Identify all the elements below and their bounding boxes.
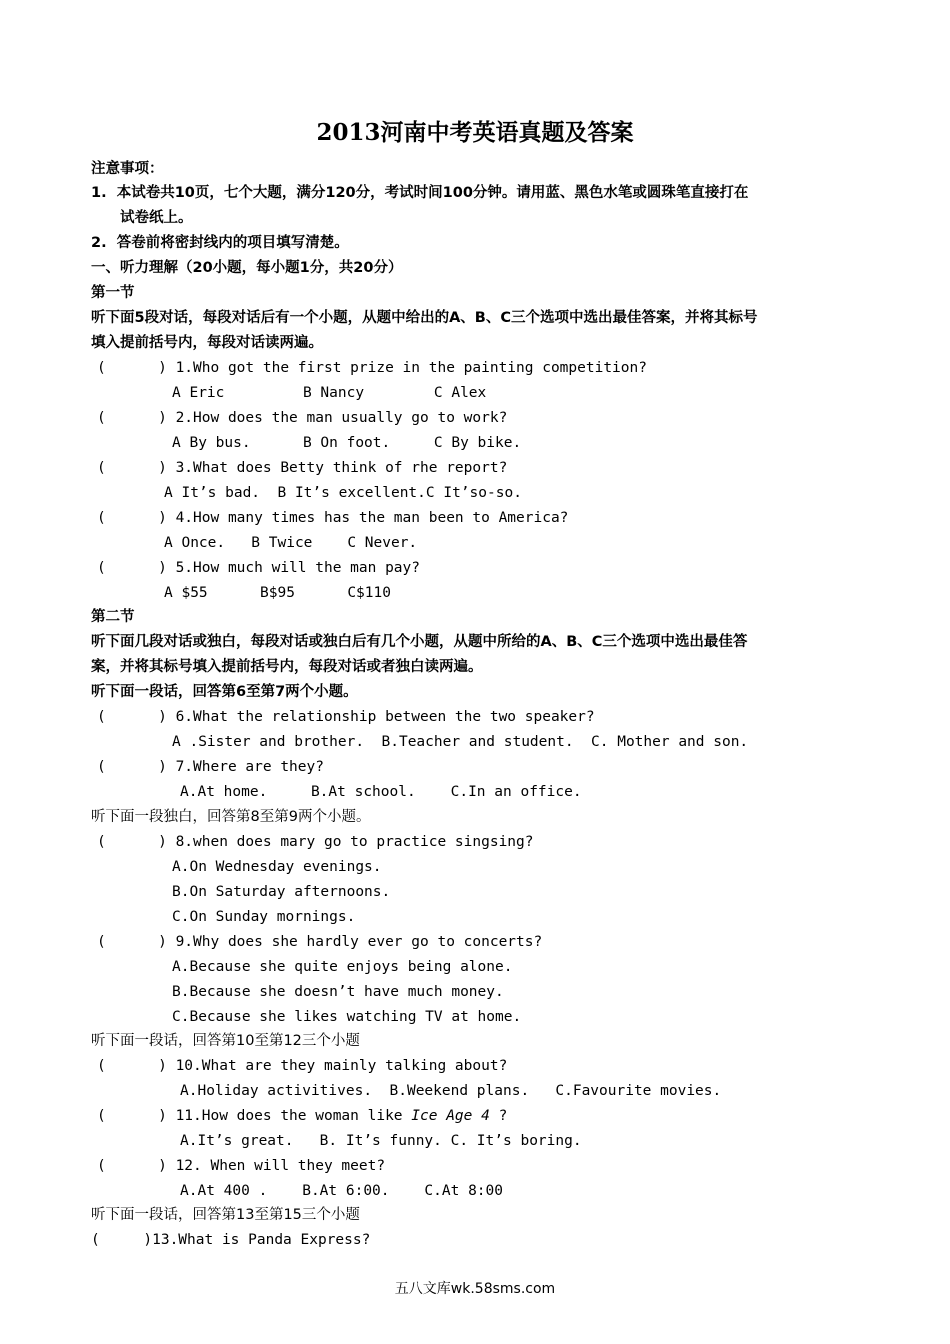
question-11-end: ? bbox=[489, 1108, 508, 1124]
question-11-options: A.It’s great. B. It’s funny. C. It’s boring. bbox=[180, 1133, 582, 1149]
group-6-7-instruction: 听下面一段话，回答第6至第7两个小题。 bbox=[91, 684, 358, 700]
question-11-movie-title: Ice Age 4 bbox=[411, 1108, 490, 1124]
question-1: ( ) 1.Who got the first prize in the painting competition? bbox=[97, 360, 647, 376]
question-5-options: A $55 B$95 C$110 bbox=[164, 585, 391, 601]
question-2: ( ) 2.How does the man usually go to work? bbox=[97, 410, 508, 426]
question-8-option-a: A.On Wednesday evenings. bbox=[172, 859, 382, 875]
question-2-options: A By bus. B On foot. C By bike. bbox=[172, 435, 522, 451]
notice-item-1: 1. 本试卷共10页，七个大题，满分120分，考试时间100分钟。请用蓝、黑色水笔或圆珠笔直接打在 bbox=[91, 185, 749, 201]
question-9: ( ) 9.Why does she hardly ever go to concerts? bbox=[97, 934, 543, 950]
part1-heading: 一、听力理解（20小题，每小题1分，共20分） bbox=[91, 260, 403, 276]
question-6-options: A .Sister and brother. B.Teacher and student. C. Mother and son. bbox=[172, 734, 749, 750]
question-12: ( ) 12. When will they meet? bbox=[97, 1158, 386, 1174]
section2-instructions: 听下面几段对话或独白，每段对话或独白后有几个小题，从题中所给的A、B、C三个选项中选出最佳答 bbox=[91, 634, 748, 650]
question-4-options: A Once. B Twice C Never. bbox=[164, 535, 418, 551]
section2-instructions-cont: 案，并将其标号填入提前括号内，每段对话或者独白读两遍。 bbox=[91, 659, 483, 675]
question-11 bbox=[97, 1104, 507, 1128]
footer-watermark: 五八文库wk.58sms.com bbox=[394, 1281, 556, 1297]
question-4: ( ) 4.How many times has the man been to America? bbox=[97, 510, 569, 526]
section1-instructions: 听下面5段对话，每段对话后有一个小题，从题中给出的A、B、C三个选项中选出最佳答案，并将其标号 bbox=[91, 310, 758, 326]
group-10-12-instruction: 听下面一段话，回答第10至第12三个小题 bbox=[91, 1033, 360, 1049]
question-12-options: A.At 400 . B.At 6:00. C.At 8:00 bbox=[180, 1183, 504, 1199]
question-5: ( ) 5.How much will the man pay? bbox=[97, 560, 421, 576]
notice-heading: 注意事项： bbox=[91, 161, 164, 177]
question-10: ( ) 10.What are they mainly talking about? bbox=[97, 1058, 508, 1074]
question-3: ( ) 3.What does Betty think of rhe report? bbox=[97, 460, 508, 476]
question-6: ( ) 6.What the relationship between the two speaker? bbox=[97, 709, 595, 725]
question-8-option-b: B.On Saturday afternoons. bbox=[172, 884, 391, 900]
question-13: ( )13.What is Panda Express? bbox=[91, 1232, 371, 1248]
section1-instructions-cont: 填入提前括号内，每段对话读两遍。 bbox=[91, 335, 323, 351]
question-9-option-b: B.Because she doesn’t have much money. bbox=[172, 984, 504, 1000]
question-11-text: ( ) 11.How does the woman like bbox=[97, 1108, 412, 1124]
question-8-option-c: C.On Sunday mornings. bbox=[172, 909, 356, 925]
section2-heading: 第二节 bbox=[91, 609, 135, 625]
question-9-option-a: A.Because she quite enjoys being alone. bbox=[172, 959, 513, 975]
question-7: ( ) 7.Where are they? bbox=[97, 759, 324, 775]
question-8: ( ) 8.when does mary go to practice singsing? bbox=[97, 834, 534, 850]
section1-heading: 第一节 bbox=[91, 285, 135, 301]
document-title: 2013河南中考英语真题及答案 bbox=[316, 119, 634, 146]
notice-item-1-cont: 试卷纸上。 bbox=[120, 210, 193, 226]
group-13-15-instruction: 听下面一段话，回答第13至第15三个小题 bbox=[91, 1207, 360, 1223]
question-3-options: A It’s bad. B It’s excellent.C It’so-so. bbox=[164, 485, 522, 501]
group-8-9-instruction: 听下面一段独白，回答第8至第9两个小题。 bbox=[91, 809, 371, 825]
question-1-options: A Eric B Nancy C Alex bbox=[172, 385, 487, 401]
question-7-options: A.At home. B.At school. C.In an office. bbox=[180, 784, 582, 800]
notice-item-2: 2. 答卷前将密封线内的项目填写清楚。 bbox=[91, 235, 349, 251]
question-9-option-c: C.Because she likes watching TV at home. bbox=[172, 1009, 522, 1025]
question-10-options: A.Holiday activitives. B.Weekend plans. C.Favourite movies. bbox=[180, 1083, 722, 1099]
